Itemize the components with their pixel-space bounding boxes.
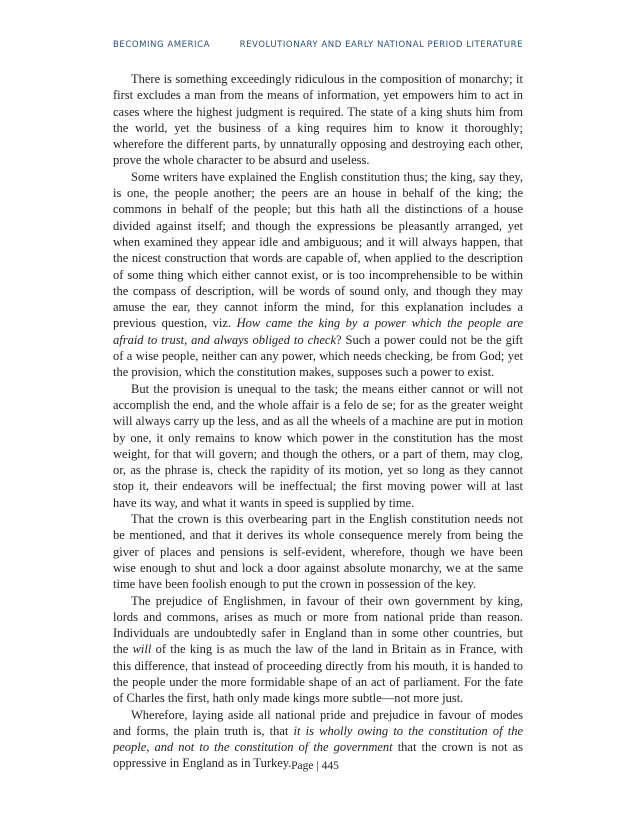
paragraph-text: But the provision is unequal to the task; the means either cannot or will not accomplish the end, and the whole affair is a felo de se; for as the greater weight will always carry up the less, and as all the wheels of a machine are put in motion by one, it only remains to know which power in the constitution has the most weight, for that will govern; and though the others, or a part of them, may clog, or, as the phrase is, check the rapidity of its motion, yet so long as they cannot stop it, their endeavors will be ineffectual; the first moving power will at last have its way, and what it wants in speed is supplied by time. [113, 381, 523, 510]
paragraph-text: Wherefore, laying aside all national pride and prejudice in favour of modes and forms, the plain truth is, that [113, 707, 523, 738]
page-number: Page | 445 [291, 760, 339, 772]
page-footer [0, 760, 630, 772]
paragraph [113, 71, 523, 169]
italic-text: it is wholly owing to the constitution of the people, and not to the constitution of the government [113, 723, 523, 755]
paragraph-text: ? Such a power could not be the gift of a wise people, neither can any power, which needs checking, be from God; yet the provision, which the constitution makes, supposes such a power to exist. [113, 332, 523, 380]
paragraph [113, 381, 523, 511]
paragraph [113, 511, 523, 592]
paragraph-text: Some writers have explained the English constitution thus; the king, say they, is one, the people another; the peers are an house in behalf of the king; the commons in behalf of the people; but this hath all the distinctions of a house divided against itself; and though the expressions be pleasantly arranged, yet when examined they appear idle and ambiguous; and it will always happen, that the nicest construction that words are capable of, when applied to the description of some thing which either cannot exist, or is too incomprehensible to be within the compass of description, will be words of sound only, and though they may amuse the ear, they cannot inform the mind, for this explanation includes a previous question, viz. [113, 169, 523, 331]
paragraph [113, 593, 523, 707]
paragraph-text: That the crown is this overbearing part in the English constitution needs not be mentioned, and that it derives its whole consequence merely from being the giver of places and pensions is self-evident, wherefore, though we have been wise enough to shut and lock a door against absolute monarchy, we at the same time have been foolish enough to put the crown in possession of the key. [113, 512, 523, 592]
paragraph-text: There is something exceedingly ridiculous in the composition of monarchy; it first excludes a man from the means of information, yet empowers him to act in cases where the highest judgment is required. The state of a king shuts him from the world, yet the business of a king requires him to know it thoroughly; wherefore the different parts, by unnaturally opposing and destroying each other, prove the whole character to be absurd and useless. [113, 72, 523, 168]
header-section-title: REVOLUTIONARY AND EARLY NATIONAL PERIOD LITERATURE [239, 40, 523, 50]
paragraph-text: of the king is as much the law of the land in Britain as in France, with this difference, that instead of proceeding directly from his mouth, it is handed to the people under the more formidable shape of an act of parliament. For the fate of Charles the first, hath only made kings more subtle—not more just. [113, 642, 523, 706]
running-header [113, 40, 523, 50]
body-text [113, 71, 523, 772]
paragraph [113, 169, 523, 381]
italic-text: will [132, 642, 152, 657]
paragraph-text: The prejudice of Englishmen, in favour of their own government by king, lords and commons, arises as much or more from national pride than reason. Individuals are undoubtedly safer in England than in some other countries, but the [113, 593, 523, 657]
paragraph-text: that the crown is not as oppressive in England as in Turkey. [113, 740, 523, 771]
header-book-title: BECOMING AMERICA [113, 40, 210, 50]
italic-text: How came the king by a power which the people are afraid to trust, and always obliged to check [113, 316, 523, 347]
